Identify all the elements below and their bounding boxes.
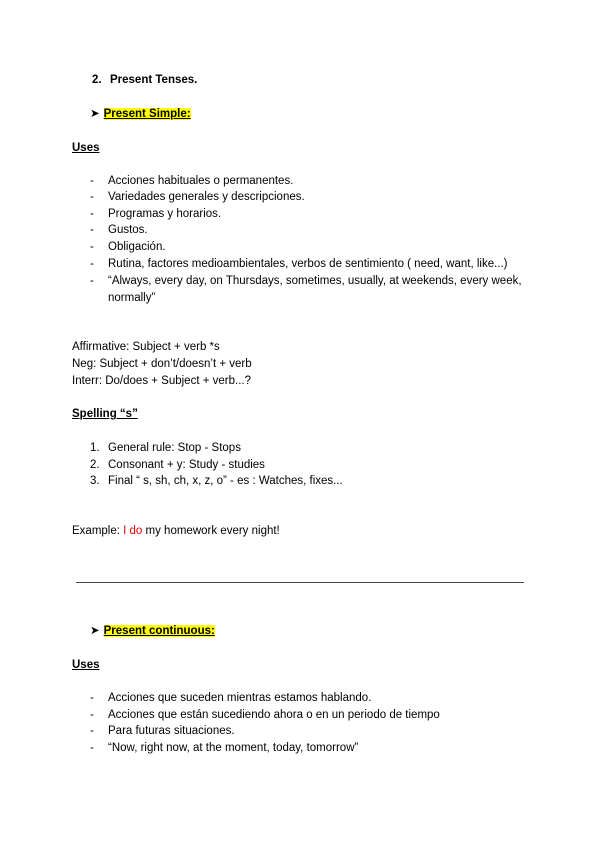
affirmative-form: Affirmative: Subject + verb *s: [72, 341, 220, 353]
arrow-bullet-icon: ➤: [90, 108, 100, 120]
uses-label: Uses: [72, 659, 100, 671]
list-item: - “Now, right now, at the moment, today, tomorrow”: [90, 742, 359, 754]
section-heading: [92, 73, 197, 87]
interrogative-form: Interr: Do/does + Subject + verb...?: [72, 375, 251, 387]
spelling-item: 2. Consonant + y: Study - studies: [90, 459, 265, 471]
example-highlight: I do: [123, 525, 143, 537]
list-item: - Gustos.: [90, 224, 148, 236]
present-continuous-title: [90, 624, 215, 638]
list-item: - “Always, every day, on Thursdays, sometimes, usually, at weekends, every week,: [90, 275, 522, 287]
horizontal-divider: [76, 582, 524, 583]
list-item: - Para futuras situaciones.: [90, 725, 235, 737]
example-sentence: [72, 524, 280, 538]
list-item: - Programas y horarios.: [90, 208, 222, 220]
example-rest: my homework every night!: [145, 525, 280, 537]
list-item: - Acciones que están sucediendo ahora o en un periodo de tiempo: [90, 709, 440, 721]
negative-form: Neg: Subject + don’t/doesn’t + verb: [72, 358, 252, 370]
present-simple-title: [90, 107, 191, 121]
example-label: Example:: [72, 525, 120, 537]
spelling-item: 3. Final “ s, sh, ch, x, z, o” - es : Watches, fixes...: [90, 475, 343, 487]
list-item: - Acciones habituales o permanentes.: [90, 175, 294, 187]
list-item: - Variedades generales y descripciones.: [90, 191, 305, 203]
spelling-label: Spelling “s”: [72, 408, 138, 420]
present-continuous-heading: Present continuous:: [103, 625, 215, 637]
list-item: - Rutina, factores medioambientales, verbos de sentimiento ( need, want, like...): [90, 258, 508, 270]
present-simple-heading: Present Simple:: [103, 108, 191, 120]
list-item: - Acciones que suceden mientras estamos hablando.: [90, 692, 372, 704]
heading-number: 2.: [92, 74, 102, 86]
heading-title: Present Tenses.: [110, 74, 198, 86]
arrow-bullet-icon: ➤: [90, 625, 100, 637]
list-item: - Obligación.: [90, 241, 166, 253]
spelling-item: 1. General rule: Stop - Stops: [90, 442, 241, 454]
list-item-continuation: normally”: [108, 292, 156, 304]
uses-label: Uses: [72, 142, 100, 154]
